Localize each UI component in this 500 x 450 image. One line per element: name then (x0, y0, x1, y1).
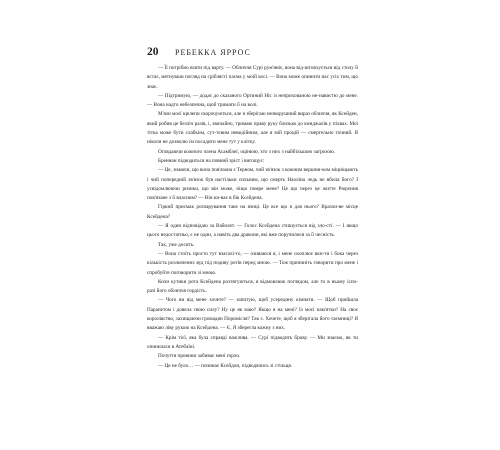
paragraph-3: М'язи моєї щелепи скорочуються, але я зберігаю незворушний вираз обличчя, як Ксейден, який робив це безліч разів, і, звичайно, тримаю праву руку близько до кинджалів у піхвах. Мої тітка може бути слабким, сут-тєвим невидійним, але я мій процій — смертельно точний. Я ніколи не дозволю їм посадити мене тут у клітку. (147, 111, 358, 146)
body-text (147, 64, 358, 371)
page-number: 20 (147, 46, 159, 58)
paragraph-7: Гіркий присмак розчарування таке на язиці. Це все що я для нього? Вразли-ве місце Ксейдена? (147, 204, 358, 220)
paragraph-9: Так, уже досить. (158, 241, 195, 248)
paragraph-11: Коли кутики рота Ксейдена розтягуються, я відмовлюю поглядом, але то в ньому іспо-разі його обличчя гордість. (147, 278, 358, 295)
paragraph-5: Бреннан підводиться на повний зріст і вигощує: (158, 157, 265, 164)
page-header (147, 45, 407, 59)
paragraph-14: Почуття провини забиває мені горло. (158, 353, 241, 360)
paragraph-4: Оглядаючи кожного члена Асамблеї, оцінюю, хто з них з найбільшою загрозою. (158, 148, 336, 155)
paragraph-12: — Чого ви від мене хочете? — запитую, щоб усередину кімнати. — Щоб прийшла Парапетом і довела свою силу? Ну це як маю? Якщо я на мені? Із моєї пам'ятки? На своє королівство, захищаючи громадян Поромісля? Так є. Хочете, щоб я зберігала його таємниці? Я вважаю ліву рукою на Ксейдена. — Є, Я зберегла кожну з них. (147, 297, 358, 332)
paragraph-15: — Це не було… — починає Ксейдон, підводячись зі стільця. (158, 362, 293, 369)
paragraph-10: — Вона стоїть просто тут взагалі-то, — озиваюся я, і мене охоплює вкн-ти і бока через кількість розлючених вуд під подиву ротів перед мною. — Тож припиніть говорити про мене і спробуйте поговорити зі мною. (147, 250, 358, 276)
paragraph-6: — Це, знаючи, що вона пов'язана з Терном, чий зв'язок з кожним вершни-ком міцніщають і чий попередній зв'язок був настільки сильним, що смерть Наоліна ледь не вбила його? І усвідомлюючи ризики, що він може, ніщо помре мене? Це що через це житте Рюрєния пов'язане з її власним? — Він ки-ває в бік Ксейдена. (147, 167, 358, 202)
paragraph-1: — Її потрібно взяти під варту. — Обличчя Сурі рум'яніє, вона від-штовхується від столу й встає, метнувши погляд на сріблясті пасма у моїй косі. — Вона може опинити нас усіх тим, що знає. (147, 65, 358, 90)
paragraph-13: — Крім тієї, яка була справді важлива. — Сурі підводить брову. — Ми знаємо, як ти опинилася в Атебаїні. (147, 334, 358, 350)
running-title: РЕБЕККА ЯРРОС (175, 48, 251, 57)
paragraph-8: — Я один відповідаю за Вайолет. — Голос Ксейдена стишується від зло-сті. — І якщо цього недостатньо, є не один, а навіть два дракони, які вже поручилися за її чесність. (147, 223, 358, 239)
paragraph-2: — Підтримую, — додає до сказаного Ортиний Ніс із неприхованою не-навистю до мене. — Вона надто небезпечна, щоб тримати її на волі. (147, 92, 358, 109)
